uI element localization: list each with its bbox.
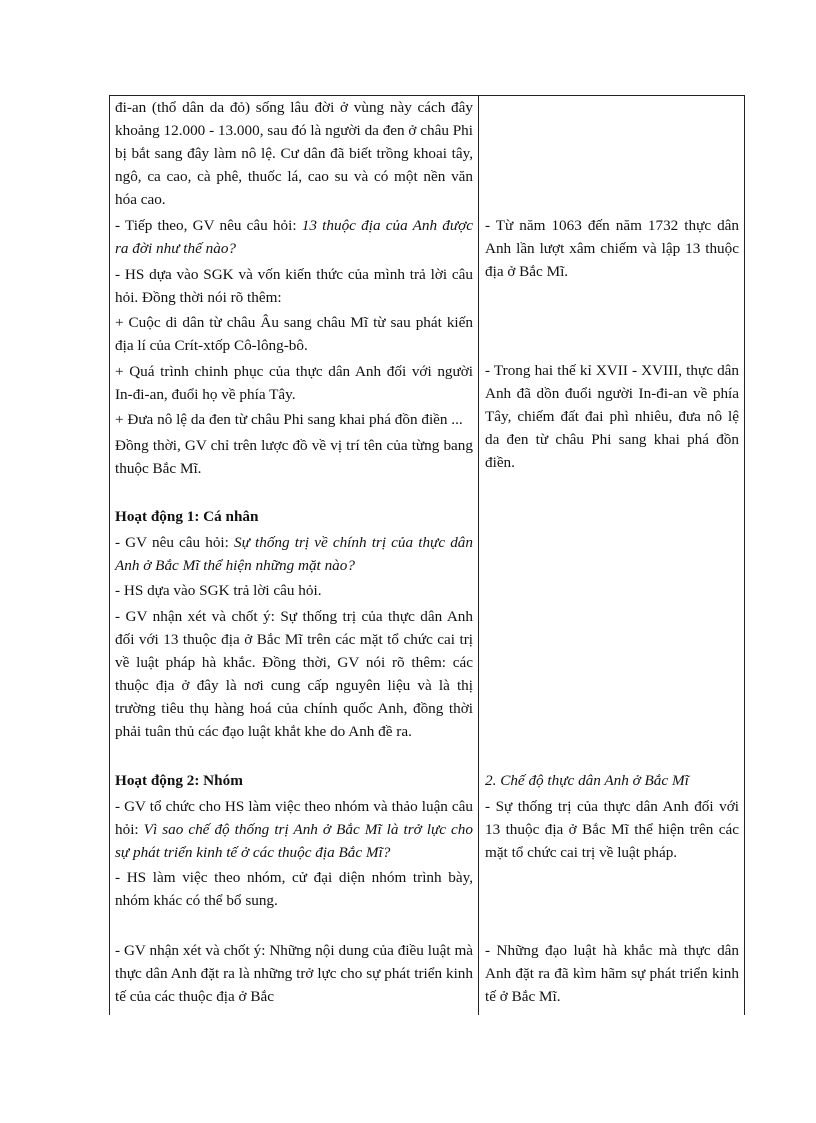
group-work: - HS làm việc theo nhóm, cử đại diện nhóm trình bày, nhóm khác có thể bổ sung. (115, 869, 473, 909)
note-laws-text: - Những đạo luật hà khắc mà thực dân Anh đặt ra đã kìm hãm sự phát triển kinh tế ở Bắc Mĩ. (485, 942, 739, 1005)
point-migration: + Cuộc di dân từ châu Âu sang châu Mĩ từ sau phát kiến địa lí của Crít-xtốp Cô-lông-bô. (115, 314, 473, 354)
note-colonies (485, 214, 739, 286)
activity-1-block (115, 505, 473, 745)
question-2-prefix: - GV nêu câu hỏi: (115, 533, 234, 551)
activity-2-conclusion (115, 939, 473, 1011)
activity-question-block (115, 214, 473, 482)
teacher-question-3 (115, 795, 473, 864)
table-left-border (109, 96, 110, 1015)
student-answer: - HS dựa vào SGK và vốn kiến thức của mình trả lời câu hỏi. Đồng thời nói rõ thêm: (115, 265, 473, 306)
section-2-heading: 2. Chế độ thực dân Anh ở Bắc Mĩ (485, 772, 689, 789)
lesson-table (109, 95, 745, 1015)
note-expulsion (485, 359, 739, 477)
point-slaves: + Đưa nô lệ da đen từ châu Phi sang khai phá đồn điền ... (115, 411, 463, 428)
point-conquest: + Quá trình chinh phục của thực dân Anh đối với người In-đi-an, đuổi họ về phía Tây. (115, 362, 473, 403)
question-3-italic: Vì sao chế độ thống trị Anh ở Bắc Mĩ là trở lực cho sự phát triển kinh tế ở các thuộc địa Bắc Mĩ? (115, 820, 473, 861)
note-13-colonies: - Từ năm 1063 đến năm 1732 thực dân Anh lần lượt xâm chiếm và lập 13 thuộc địa ở Bắc Mĩ. (485, 217, 739, 280)
note-expulsion-text: - Trong hai thế kỉ XVII - XVIII, thực dân Anh đã dồn đuổi người In-đi-an về phía Tây, chiếm đất đai phì nhiêu, đưa nô lệ da đen từ châu Phi sang khai phá đồn điền. (485, 362, 739, 471)
question-1-italic: 13 thuộc địa của Anh được ra đời như thế nào? (115, 217, 473, 257)
question-3-prefix: - GV tổ chức cho HS làm việc theo nhóm và thảo luận câu hỏi: (115, 797, 473, 838)
student-response: - HS dựa vào SGK trả lời câu hỏi. (115, 582, 322, 599)
teacher-question-1 (115, 214, 473, 260)
question-2-italic: Sự thống trị về chính trị của thực dân Anh ở Bắc Mĩ thể hiện những mặt nào? (115, 533, 473, 574)
activity-1-heading: Hoạt động 1: Cá nhân (115, 508, 259, 525)
question-1-prefix: - Tiếp theo, GV nêu câu hỏi: (115, 217, 302, 234)
activity-2-block (115, 769, 473, 915)
activity-intro-text (115, 96, 473, 214)
teacher-question-2 (115, 531, 473, 577)
table-right-border (744, 96, 745, 1015)
activity-2-heading: Hoạt động 2: Nhóm (115, 772, 243, 789)
paragraph-indian-history: đi-an (thổ dân da đỏ) sống lâu đời ở vùng này cách đây khoảng 12.000 - 13.000, sau đó là người da đen ở châu Phi bị bắt sang đây làm nô lệ. Cư dân đã biết trồng khoai tây, ngô, ca cao, cà phê, thuốc lá, cao su và có một nền văn hóa cao. (115, 99, 473, 208)
teacher-conclusion-1: - GV nhận xét và chốt ý: Sự thống trị của thực dân Anh đối với 13 thuộc địa ở Bắc Mĩ trên các mặt tổ chức cai trị về luật pháp hà khắc. Đồng thời, GV nói rõ thêm: các thuộc địa ở đây là nơi cung cấp nguyên liệu và là thị trường tiêu thụ hàng hoá của chính quốc Anh, đồng thời phải tuân thủ các đạo luật khắt khe do Anh đề ra. (115, 607, 473, 740)
note-laws (485, 939, 739, 1011)
table-column-divider (478, 96, 479, 1015)
note-rule: - Sự thống trị của thực dân Anh đối với 13 thuộc địa ở Bắc Mĩ thể hiện trên các mặt tổ chức cai trị về luật pháp. (485, 797, 739, 861)
teacher-map-note: Đồng thời, GV chỉ trên lược đồ về vị trí tên của từng bang thuộc Bắc Mĩ. (115, 436, 473, 477)
section-2-block (485, 769, 739, 866)
teacher-conclusion-2: - GV nhận xét và chốt ý: Những nội dung của điều luật mà thực dân Anh đặt ra là những trở lực cho sự phát triển kinh tế của các thuộc địa ở Bắc (115, 942, 473, 1005)
